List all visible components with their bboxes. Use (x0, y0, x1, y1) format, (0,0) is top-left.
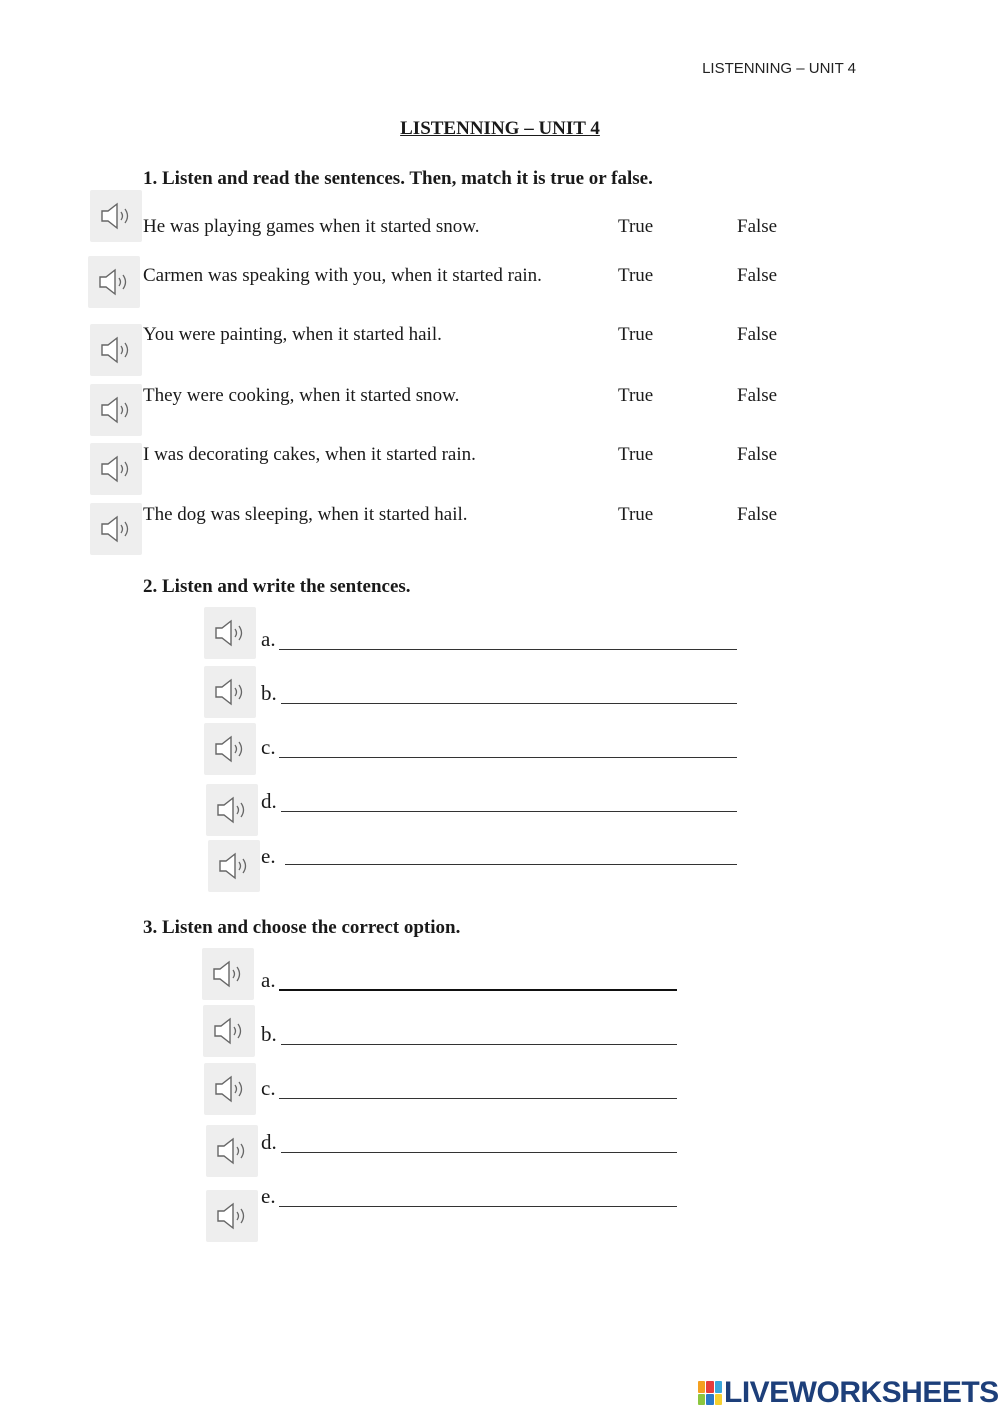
section2-heading: 2. Listen and write the sentences. (143, 576, 411, 597)
answer-line[interactable] (279, 1098, 677, 1099)
logo-mark-tile (698, 1394, 705, 1406)
section1-heading: 1. Listen and read the sentences. Then, match it is true or false. (143, 168, 653, 189)
speaker-icon[interactable] (204, 666, 256, 718)
answer-line[interactable] (281, 811, 737, 812)
logo-text: LIVEWORKSHEETS (724, 1376, 999, 1409)
true-option[interactable]: True (618, 265, 654, 286)
speaker-icon[interactable] (206, 1190, 258, 1242)
item-label: d. (261, 789, 277, 813)
false-option[interactable]: False (737, 504, 778, 525)
speaker-icon[interactable] (204, 1063, 256, 1115)
item-label: b. (261, 1022, 277, 1046)
true-option[interactable]: True (618, 444, 654, 465)
answer-line[interactable] (279, 757, 737, 758)
logo-mark-tile (715, 1381, 722, 1393)
true-option[interactable]: True (618, 504, 654, 525)
logo-mark-tile (706, 1381, 713, 1393)
sentence-text: Carmen was speaking with you, when it started rain. (143, 265, 542, 286)
true-option[interactable]: True (618, 324, 654, 345)
sentence-text: They were cooking, when it started snow. (143, 385, 460, 406)
false-option[interactable]: False (737, 324, 778, 345)
answer-line[interactable] (279, 649, 737, 650)
sentence-text: I was decorating cakes, when it started rain. (143, 444, 476, 465)
false-option[interactable]: False (737, 444, 778, 465)
item-label: e. (261, 844, 276, 868)
sentence-text: The dog was sleeping, when it started hail. (143, 504, 468, 525)
logo-mark-tile (715, 1394, 722, 1406)
logo-mark-icon (698, 1381, 722, 1405)
item-label: a. (261, 627, 276, 651)
false-option[interactable]: False (737, 385, 778, 406)
liveworksheets-logo (698, 1376, 999, 1410)
running-header: LISTENNING – UNIT 4 (702, 60, 856, 77)
false-option[interactable]: False (737, 265, 778, 286)
answer-line[interactable] (279, 1206, 677, 1207)
section3-heading: 3. Listen and choose the correct option. (143, 917, 461, 938)
speaker-icon[interactable] (90, 384, 142, 436)
speaker-icon[interactable] (206, 1125, 258, 1177)
speaker-icon[interactable] (88, 256, 140, 308)
true-option[interactable]: True (618, 216, 654, 237)
speaker-icon[interactable] (204, 723, 256, 775)
answer-line[interactable] (285, 864, 737, 865)
item-label: b. (261, 681, 277, 705)
sentence-text: He was playing games when it started snow. (143, 216, 480, 237)
speaker-icon[interactable] (90, 324, 142, 376)
item-label: d. (261, 1130, 277, 1154)
answer-line[interactable] (281, 703, 737, 704)
sentence-text: You were painting, when it started hail. (143, 324, 442, 345)
speaker-icon[interactable] (90, 503, 142, 555)
item-label: e. (261, 1184, 276, 1208)
true-option[interactable]: True (618, 385, 654, 406)
answer-line[interactable] (281, 1152, 677, 1153)
item-label: a. (261, 968, 276, 992)
item-label: c. (261, 735, 276, 759)
answer-line[interactable] (279, 989, 677, 991)
speaker-icon[interactable] (203, 1005, 255, 1057)
speaker-icon[interactable] (90, 443, 142, 495)
page-title: LISTENNING – UNIT 4 (400, 118, 600, 139)
answer-line[interactable] (281, 1044, 677, 1045)
speaker-icon[interactable] (208, 840, 260, 892)
logo-mark-tile (706, 1394, 713, 1406)
speaker-icon[interactable] (202, 948, 254, 1000)
item-label: c. (261, 1076, 276, 1100)
logo-mark-tile (698, 1381, 705, 1393)
false-option[interactable]: False (737, 216, 778, 237)
speaker-icon[interactable] (90, 190, 142, 242)
speaker-icon[interactable] (206, 784, 258, 836)
speaker-icon[interactable] (204, 607, 256, 659)
